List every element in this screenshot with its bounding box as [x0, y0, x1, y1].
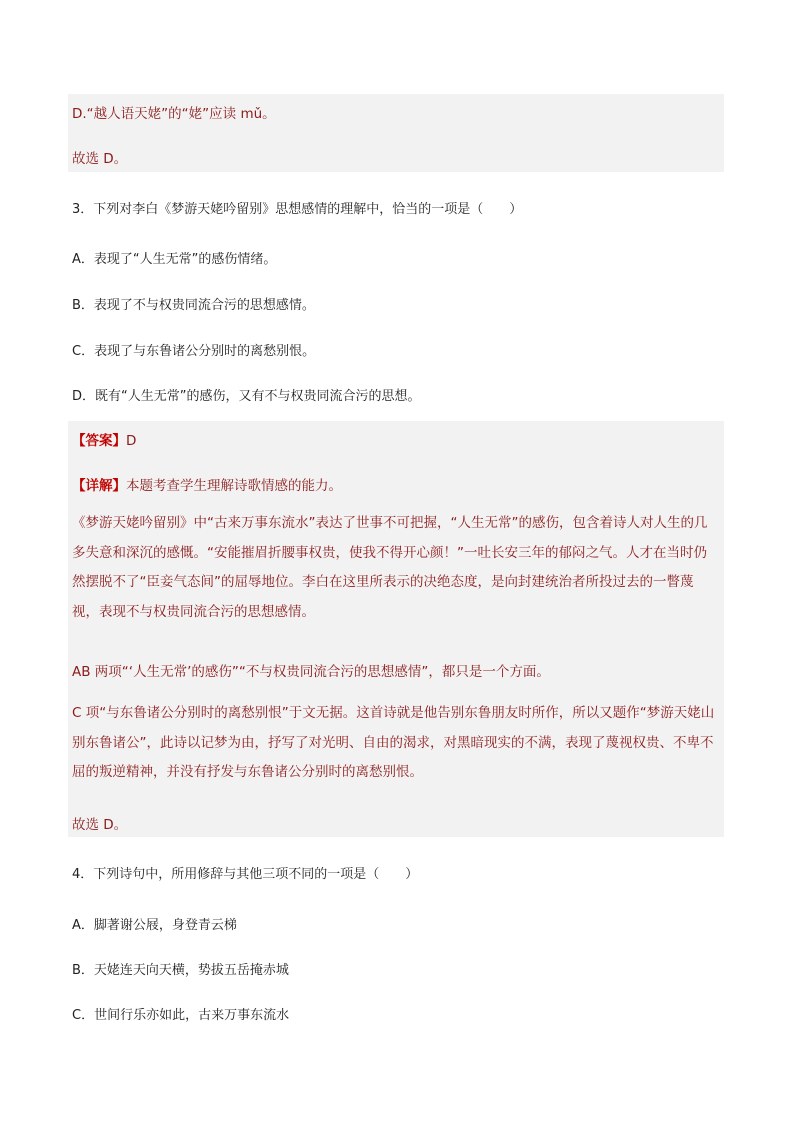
- detail-paragraph-1: 《梦游天姥吟留别》中“古来万事东流水”表达了世事不可把握，“人生无常”的感伤，包含着诗人对人生的几多失意和深沉的感慨。“安能摧眉折腰事权贵，使我不得开心颜！”一吐长安三年的郁闷之气。人才在当时仍然摆脱不了“臣妾气态间”的屈辱地位。李白在这里所表示的决绝态度，是向封建统治者所投过去的一瞥蔑视，表现不与权贵同流合污的思想感情。: [72, 515, 708, 620]
- question-3-option-b: B．表现了不与权贵同流合污的思想感情。: [72, 298, 315, 313]
- option-d-explanation: D.“越人语天姥”的“姥”应读 mǔ。: [72, 106, 276, 122]
- answer-value: D: [126, 433, 137, 449]
- answer-line-q3: [72, 429, 720, 449]
- question-3-option-a: A．表现了“人生无常”的感伤情绪。: [72, 252, 277, 267]
- question-4-option-c: C．世间行乐亦如此，古来万事东流水: [72, 1008, 290, 1023]
- answer-conclusion-q3: 故选 D。: [72, 817, 128, 833]
- detail-line-q3: [72, 474, 720, 494]
- detail-label: 【详解】: [72, 478, 126, 494]
- question-4-option-b: B．天姥连天向天横，势拔五岳掩赤城: [72, 963, 289, 978]
- detail-intro: 本题考查学生理解诗歌情感的能力。: [126, 478, 342, 494]
- detail-paragraph-3: C 项“与东鲁诸公分别时的离愁别恨”于文无据。这首诗就是他告别东鲁朋友时所作，所以又题作“梦游天姥山别东鲁诸公”，此诗以记梦为由，抒写了对光明、自由的渴求，对黑暗现实的不满，表现了蔑视权贵、不卑不屈的叛逆精神，并没有抒发与东鲁诸公分别时的离愁别恨。: [72, 705, 715, 780]
- answer-conclusion-top: 故选 D。: [72, 151, 128, 167]
- question-4-option-a: A．脚著谢公屐，身登青云梯: [72, 918, 237, 933]
- question-4-stem: 4．下列诗句中，所用修辞与其他三项不同的一项是（ ）: [72, 867, 419, 882]
- question-3-option-d: D．既有“人生无常”的感伤，又有不与权贵同流合污的思想。: [72, 389, 421, 404]
- answer-label: 【答案】: [72, 433, 126, 449]
- question-3-option-c: C．表现了与东鲁诸公分别时的离愁别恨。: [72, 344, 316, 359]
- detail-paragraph-2: AB 两项“‘人生无常’的感伤”“不与权贵同流合污的思想感情”，都只是一个方面。: [72, 664, 550, 680]
- question-3-stem: 3．下列对李白《梦游天姥吟留别》思想感情的理解中，恰当的一项是（ ）: [72, 202, 523, 217]
